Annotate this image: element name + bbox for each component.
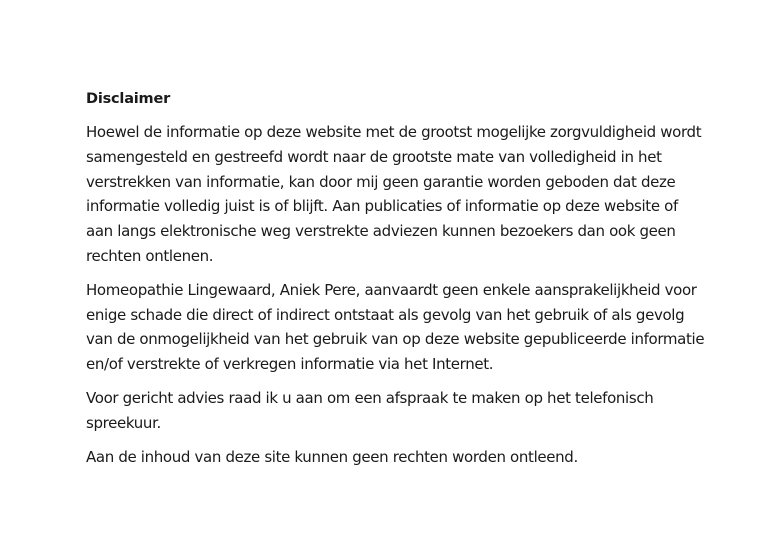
page-title: Disclaimer <box>86 91 171 107</box>
paragraph-no-rights: Aan de inhoud van deze site kunnen geen rechten worden ontleend. <box>86 447 578 466</box>
paragraph-advice: Voor gericht advies raad ik u aan om een afspraak te maken op het telefonisch spreekuur. <box>86 388 654 432</box>
paragraph-information-accuracy: Hoewel de informatie op deze website met de grootst mogelijke zorgvuldigheid wordt samengesteld en gestreefd wordt naar de grootste mate van volledigheid in het verstrekken van informatie, kan door mij geen garantie worden geboden dat deze informatie volledig juist is of blijft. Aan publicaties of informatie op deze website of aan langs elektronische weg verstrekte adviezen kunnen bezoekers dan ook geen rechten ontlenen. <box>86 123 702 265</box>
disclaimer-section <box>86 88 706 478</box>
paragraph-liability: Homeopathie Lingewaard, Aniek Pere, aanvaardt geen enkele aansprakelijkheid voor enige schade die direct of indirect ontstaat als gevolg van het gebruik of als gevolg van de onmogelijkheid van het gebruik van op deze website gepubliceerde informatie en/of verstrekte of verkregen informatie via het Internet. <box>86 280 705 374</box>
